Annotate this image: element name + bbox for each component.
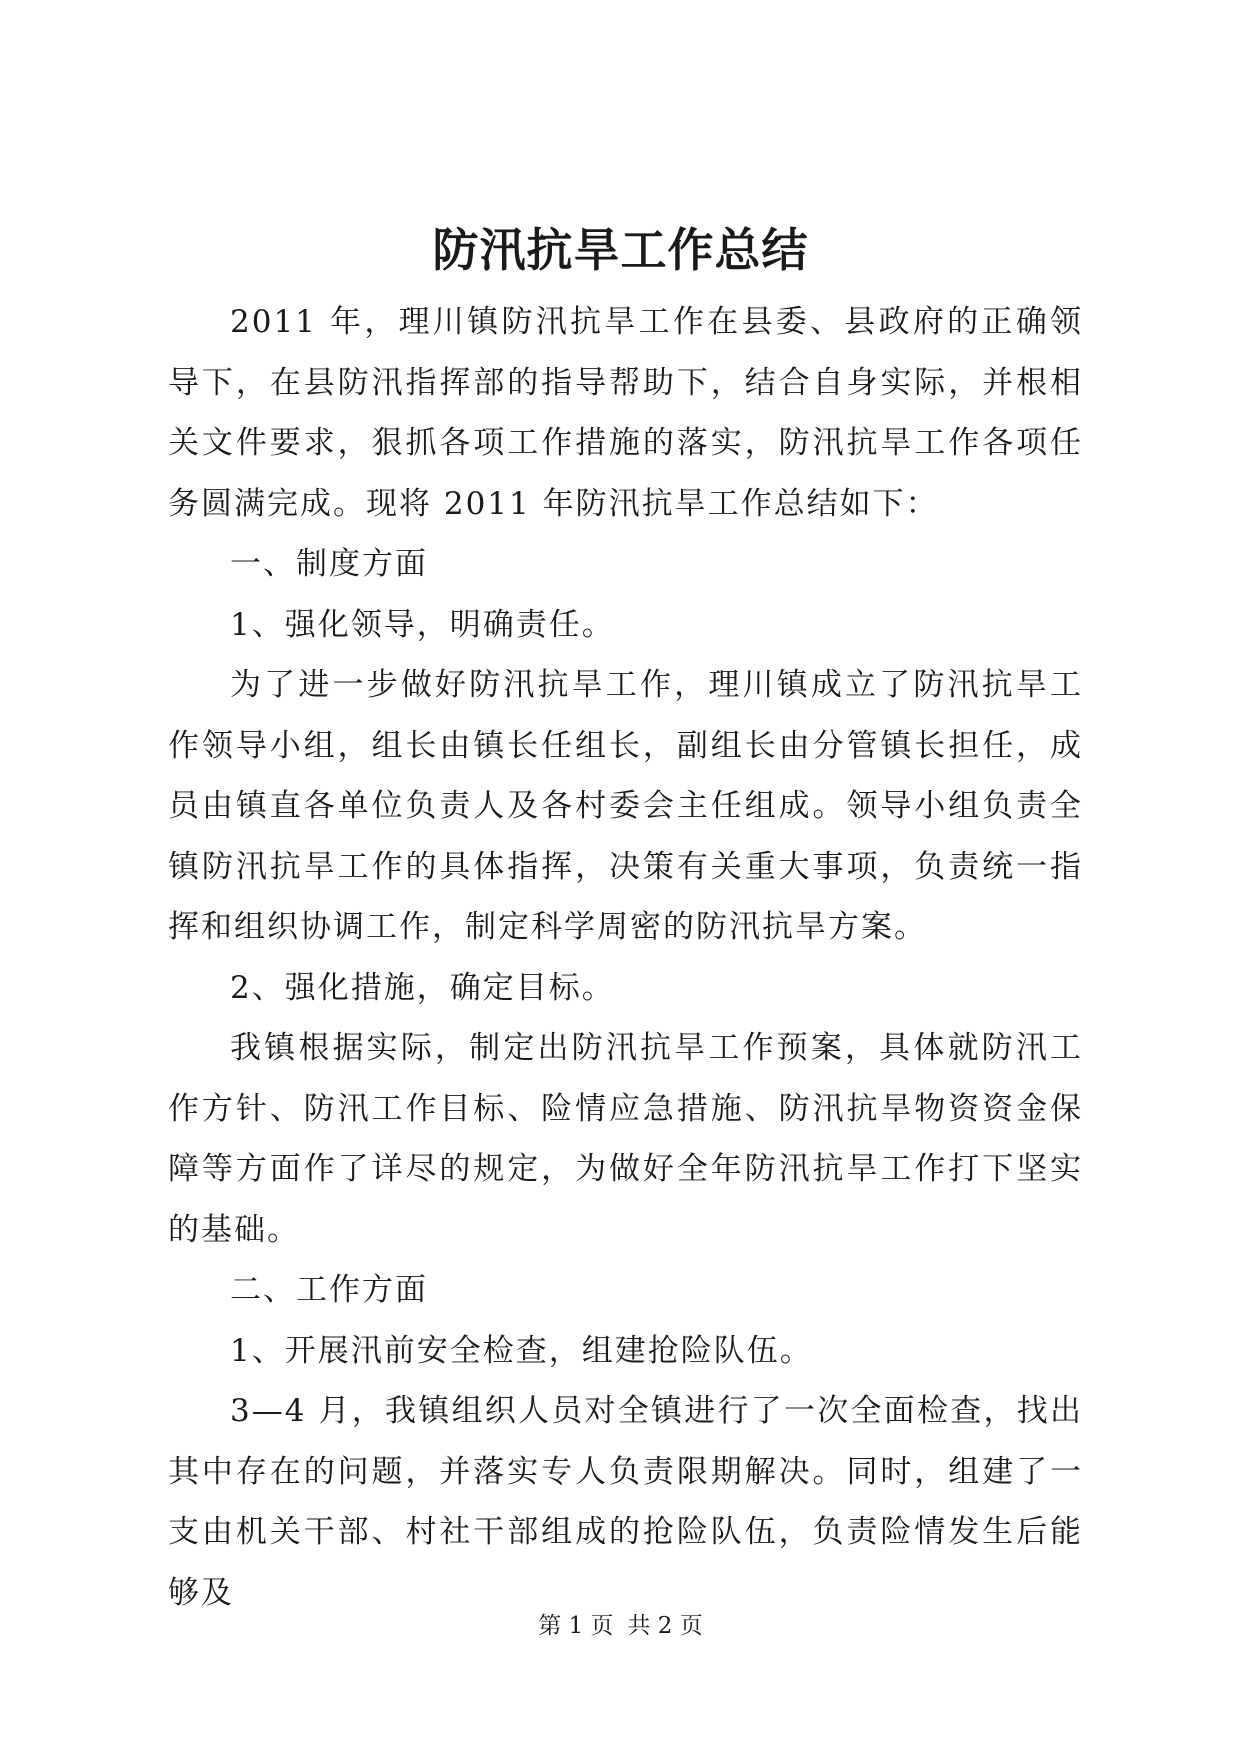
section-heading-2: 二、工作方面 [230, 1272, 428, 1308]
document-title: 防汛抗旱工作总结 [432, 223, 809, 277]
paragraph-measures: 我镇根据实际，制定出防汛抗旱工作预案，具体就防汛工作方针、防汛工作目标、险情应急措施、防汛抗旱物资资金保障等方面作了详尽的规定，为做好全年防汛抗旱工作打下坚实的基础。 [168, 1030, 1083, 1248]
page-total: 共 2 页 [627, 1613, 703, 1639]
paragraph-inspection: 3—4 月，我镇组织人员对全镇进行了一次全面检查，找出其中存在的问题，并落实专人负责限期解决。同时，组建了一支由机关干部、村社干部组成的抢险队伍，负责险情发生后能够及 [168, 1393, 1083, 1611]
section-heading-1: 一、制度方面 [230, 546, 428, 582]
document-body [168, 292, 1083, 1623]
paragraph-leadership: 为了进一步做好防汛抗旱工作，理川镇成立了防汛抗旱工作领导小组，组长由镇长任组长，副组长由分管镇长担任，成员由镇直各单位负责人及各村委会主任组成。领导小组负责全镇防汛抗旱工作的具体指挥，决策有关重大事项，负责统一指挥和组织协调工作，制定科学周密的防汛抗旱方案。 [168, 667, 1083, 945]
subheading-2-1: 1、开展汛前安全检查，组建抢险队伍。 [230, 1332, 813, 1369]
paragraph-intro: 2011 年，理川镇防汛抗旱工作在县委、县政府的正确领导下，在县防汛指挥部的指导帮助下，结合自身实际，并根相关文件要求，狠抓各项工作措施的落实，防汛抗旱工作各项任务圆满完成。现将 2011 年防汛抗旱工作总结如下： [168, 304, 1083, 522]
page-footer [0, 1611, 1241, 1641]
subheading-1-1: 1、强化领导，明确责任。 [230, 606, 615, 643]
page-number: 第 1 页 [538, 1613, 614, 1639]
subheading-1-2: 2、强化措施，确定目标。 [230, 969, 615, 1006]
